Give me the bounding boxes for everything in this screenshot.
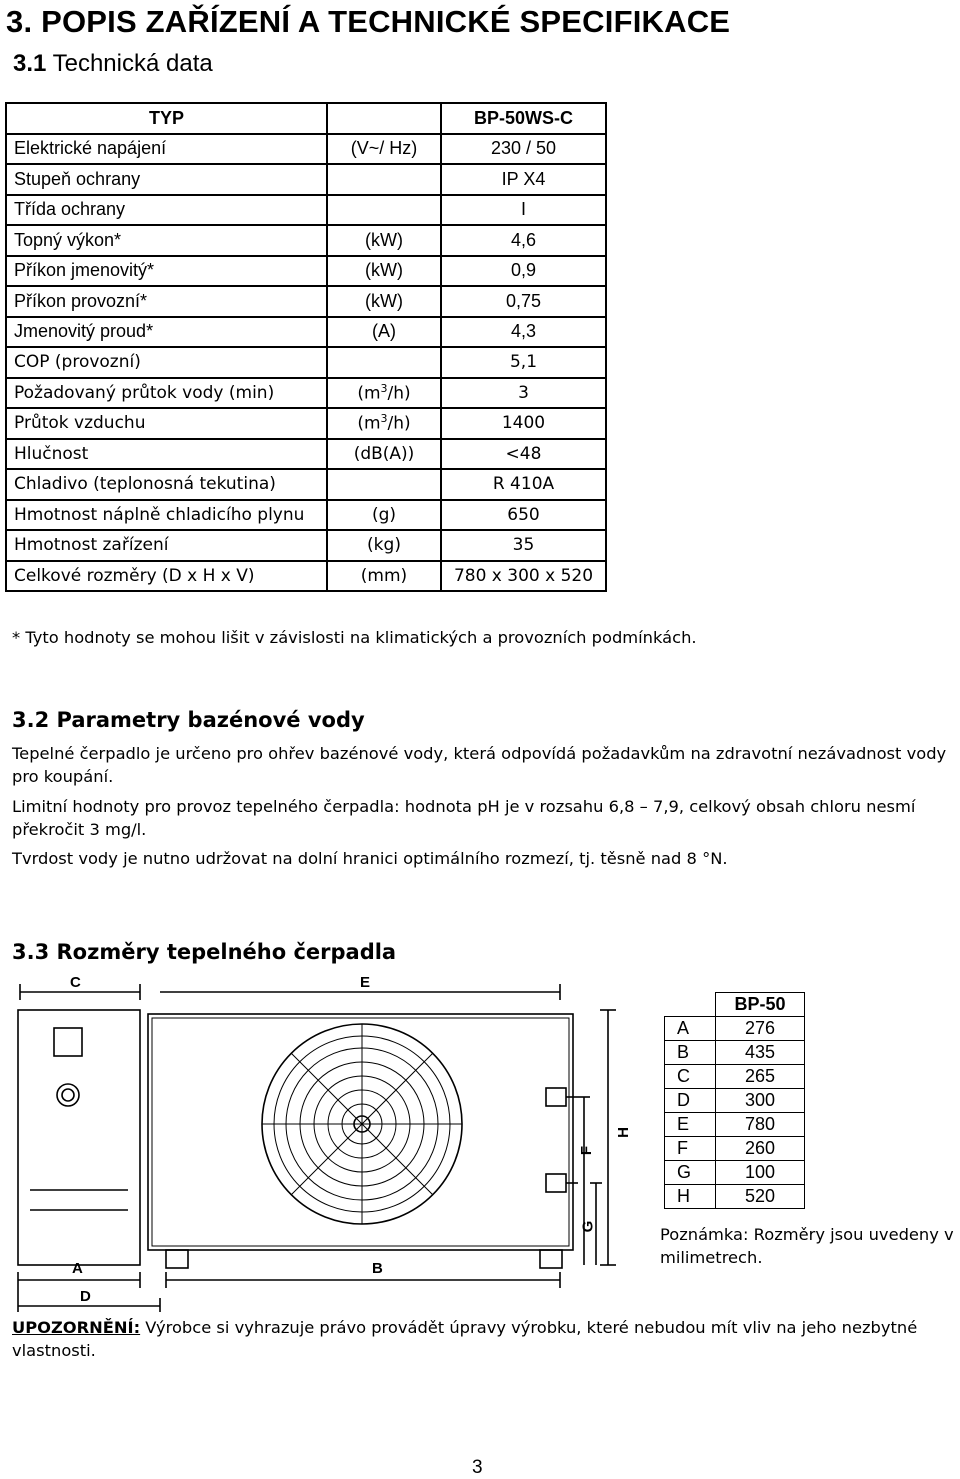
spec-header-unit (327, 103, 441, 134)
water-paragraph-1: Tepelné čerpadlo je určeno pro ohřev bazénové vody, která odpovídá požadavkům na zdravotní nezávadnost vody pro koupání. (12, 744, 947, 786)
dim-letter: A (665, 1017, 716, 1041)
table-row (6, 286, 606, 317)
spec-label: COP (provozní) (6, 347, 327, 378)
table-row (6, 500, 606, 531)
page-number: 3 (472, 1457, 483, 1478)
spec-label: Hmotnost náplně chladicího plynu (6, 500, 327, 531)
dim-letter: D (665, 1089, 716, 1113)
table-row (6, 408, 606, 439)
spec-label: Stupeň ochrany (6, 164, 327, 195)
dimension-table (664, 992, 805, 1209)
table-row (665, 1161, 805, 1185)
spec-header-label: TYP (6, 103, 327, 134)
table-row (6, 347, 606, 378)
table-row (6, 469, 606, 500)
page-heading: 3. POPIS ZAŘÍZENÍ A TECHNICKÉ SPECIFIKACE (6, 4, 731, 39)
dim-label-d: D (80, 1288, 91, 1305)
spec-value: I (441, 195, 606, 226)
spec-label: Průtok vzduchu (6, 408, 327, 439)
dim-letter: C (665, 1065, 716, 1089)
dim-letter: E (665, 1113, 716, 1137)
spec-label: Hlučnost (6, 439, 327, 470)
dim-letter: B (665, 1041, 716, 1065)
spec-value: 35 (441, 530, 606, 561)
spec-label: Topný výkon* (6, 225, 327, 256)
spec-unit: (kW) (327, 225, 441, 256)
warning-label: UPOZORNĚNÍ: (12, 1318, 141, 1337)
spec-value: R 410A (441, 469, 606, 500)
dimension-note: Poznámka: Rozměry jsou uvedeny v milimetrech. (660, 1225, 954, 1267)
dim-label-e: E (360, 974, 371, 991)
table-row (665, 1185, 805, 1209)
spec-value: 4,3 (441, 317, 606, 348)
dim-value: 520 (716, 1185, 805, 1209)
spec-value: 230 / 50 (441, 134, 606, 165)
dim-value: 265 (716, 1065, 805, 1089)
water-paragraph-2: Limitní hodnoty pro provoz tepelného čerpadla: hodnota pH je v rozsahu 6,8 – 7,9, celkový obsah chloru nesmí překročit 3 mg/l. (12, 797, 916, 839)
spec-label: Třída ochrany (6, 195, 327, 226)
spec-value: 780 x 300 x 520 (441, 561, 606, 592)
dimension-table-header (665, 993, 805, 1017)
spec-value: 5,1 (441, 347, 606, 378)
warning-notice (12, 1316, 960, 1362)
spec-value: 3 (441, 378, 606, 409)
spec-label: Elektrické napájení (6, 134, 327, 165)
dim-letter: H (665, 1185, 716, 1209)
spec-unit: (g) (327, 500, 441, 531)
warning-text: Výrobce si vyhrazuje právo provádět úpravy výrobku, které nebudou mít vliv na jeho nezbytné vlastnosti. (12, 1318, 918, 1360)
spec-unit (327, 195, 441, 226)
table-row (6, 225, 606, 256)
spec-value: <48 (441, 439, 606, 470)
table-row (6, 195, 606, 226)
water-paragraph-3: Tvrdost vody je nutno udržovat na dolní hranici optimálního rozmezí, tj. těsně nad 8 °N. (12, 849, 728, 868)
spec-unit (327, 347, 441, 378)
table-row (665, 1065, 805, 1089)
spec-unit (327, 164, 441, 195)
spec-footnote: * Tyto hodnoty se mohou lišit v závislosti na klimatických a provozních podmínkách. (12, 628, 697, 647)
section-3-2-heading: 3.2 Parametry bazénové vody (12, 708, 365, 732)
table-row (665, 1041, 805, 1065)
table-row (665, 1017, 805, 1041)
spec-value: IP X4 (441, 164, 606, 195)
spec-unit: (V~/ Hz) (327, 134, 441, 165)
dim-value: 780 (716, 1113, 805, 1137)
table-row (6, 530, 606, 561)
dim-header-model: BP-50 (716, 993, 805, 1017)
spec-value: 0,9 (441, 256, 606, 287)
spec-unit: (kW) (327, 286, 441, 317)
dim-value: 276 (716, 1017, 805, 1041)
dim-label-a: A (72, 1260, 83, 1277)
dim-label-g: G (579, 1220, 597, 1233)
spec-label: Hmotnost zařízení (6, 530, 327, 561)
spec-value: 4,6 (441, 225, 606, 256)
spec-label: Jmenovitý proud* (6, 317, 327, 348)
spec-table-header (6, 103, 606, 134)
table-row (6, 134, 606, 165)
spec-unit: $(m^3/h)$ (327, 378, 441, 409)
spec-unit: (A) (327, 317, 441, 348)
dim-label-b: B (372, 1260, 383, 1277)
table-row (665, 1089, 805, 1113)
table-row (6, 317, 606, 348)
spec-value: 650 (441, 500, 606, 531)
dim-header-empty (665, 993, 716, 1017)
spec-table (5, 102, 607, 592)
table-row (6, 378, 606, 409)
dim-label-c: C (70, 974, 81, 991)
dim-label-f: F (578, 1145, 596, 1156)
spec-unit: (dB(A)) (327, 439, 441, 470)
dim-value: 260 (716, 1137, 805, 1161)
table-row (6, 561, 606, 592)
spec-unit: $(m^3/h)$ (327, 408, 441, 439)
section-3-1-heading: 3.1 Technická data (13, 50, 213, 77)
section-3-3-heading: 3.3 Rozměry tepelného čerpadla (12, 940, 397, 964)
table-row (665, 1137, 805, 1161)
spec-unit: (kW) (327, 256, 441, 287)
dim-value: 300 (716, 1089, 805, 1113)
spec-value: 1400 (441, 408, 606, 439)
spec-unit: (mm) (327, 561, 441, 592)
spec-label: Příkon jmenovitý* (6, 256, 327, 287)
dim-value: 100 (716, 1161, 805, 1185)
dimension-drawing (0, 970, 650, 1315)
table-row (6, 164, 606, 195)
spec-label: Chladivo (teplonosná tekutina) (6, 469, 327, 500)
dim-label-h: H (614, 1127, 632, 1138)
table-row (6, 256, 606, 287)
spec-unit (327, 469, 441, 500)
spec-value: 0,75 (441, 286, 606, 317)
dim-letter: G (665, 1161, 716, 1185)
table-row (6, 439, 606, 470)
dim-value: 435 (716, 1041, 805, 1065)
spec-header-value: BP-50WS-C (441, 103, 606, 134)
spec-label: Příkon provozní* (6, 286, 327, 317)
dim-letter: F (665, 1137, 716, 1161)
spec-label: Požadovaný průtok vody (min) (6, 378, 327, 409)
spec-label: Celkové rozměry (D x H x V) (6, 561, 327, 592)
spec-unit: (kg) (327, 530, 441, 561)
table-row (665, 1113, 805, 1137)
